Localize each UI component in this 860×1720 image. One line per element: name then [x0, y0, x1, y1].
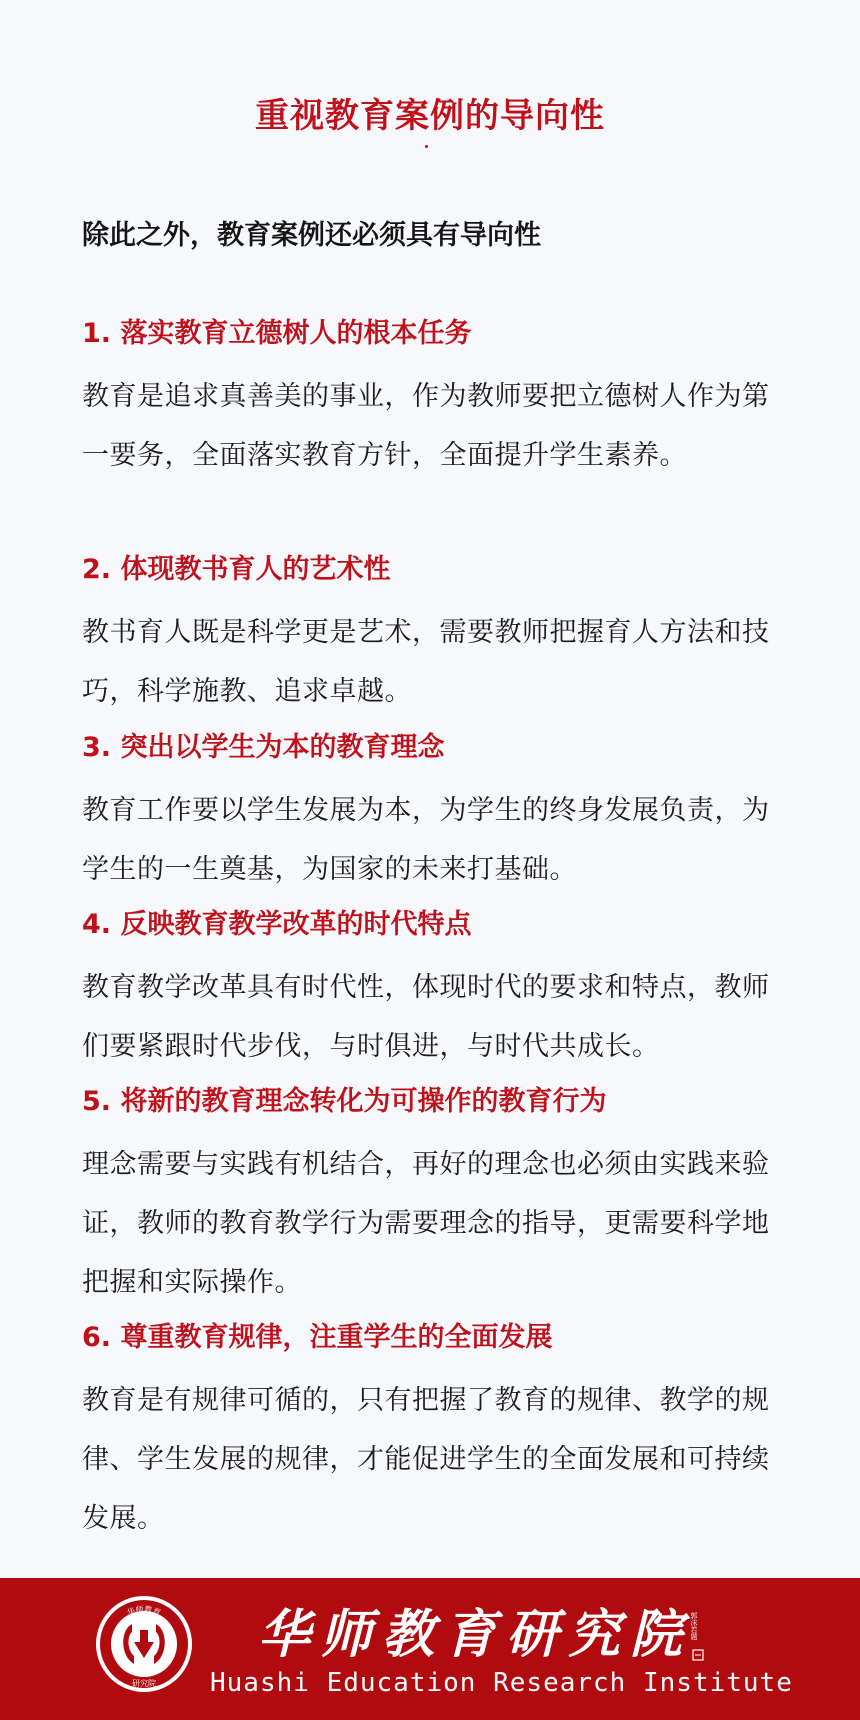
seal-text: 郭沫若题 [690, 1612, 698, 1640]
institute-name-cn: 华师教育研究院 [258, 1604, 693, 1665]
section-3 [82, 728, 782, 899]
section-body: 教育是追求真善美的事业，作为教师要把立德树人作为第一要务，全面落实教育方针，全面提升学生素养。 [82, 381, 770, 471]
section-body: 理念需要与实践有机结合，再好的理念也必须由实践来验证，教师的教育教学行为需要理念的指导，更需要科学地把握和实际操作。 [82, 1149, 770, 1298]
section-heading: 5. 将新的教育理念转化为可操作的教育行为 [82, 1086, 607, 1117]
logo-top-text: 华师教育 [125, 1604, 163, 1618]
page-title: 重视教育案例的导向性 [255, 96, 605, 136]
section-5 [82, 1082, 782, 1312]
section-heading: 3. 突出以学生为本的教育理念 [82, 732, 445, 763]
section-heading: 1. 落实教育立德树人的根本任务 [82, 318, 472, 349]
section-heading: 4. 反映教育教学改革的时代特点 [82, 909, 472, 940]
section-body: 教育教学改革具有时代性，体现时代的要求和特点，教师们要紧跟时代步伐，与时俱进，与时代共成长。 [82, 972, 770, 1062]
calligraphy-seal-icon [690, 1602, 708, 1664]
section-4 [82, 905, 782, 1076]
logo-bottom-text: 研究院 [132, 1679, 156, 1688]
footer-banner [0, 1578, 860, 1720]
section-body: 教育是有规律可循的，只有把握了教育的规律、教学的规律、学生发展的规律，才能促进学生的全面发展和可持续发展。 [82, 1385, 770, 1534]
section-body: 教育工作要以学生发展为本，为学生的终身发展负责，为学生的一生奠基，为国家的未来打基础。 [82, 795, 770, 885]
section-heading: 6. 尊重教育规律，注重学生的全面发展 [82, 1322, 553, 1353]
intro-text: 除此之外，教育案例还必须具有导向性 [82, 220, 541, 251]
section-6 [82, 1318, 782, 1548]
institute-logo-icon [94, 1594, 194, 1694]
section-heading: 2. 体现教书育人的艺术性 [82, 554, 391, 585]
section-2 [82, 550, 782, 721]
institute-name-en: Huashi Education Research Institute [210, 1668, 793, 1698]
section-1 [82, 314, 782, 485]
title-decoration-dot [425, 145, 428, 148]
section-body: 教书育人既是科学更是艺术，需要教师把握育人方法和技巧，科学施教、追求卓越。 [82, 617, 770, 707]
